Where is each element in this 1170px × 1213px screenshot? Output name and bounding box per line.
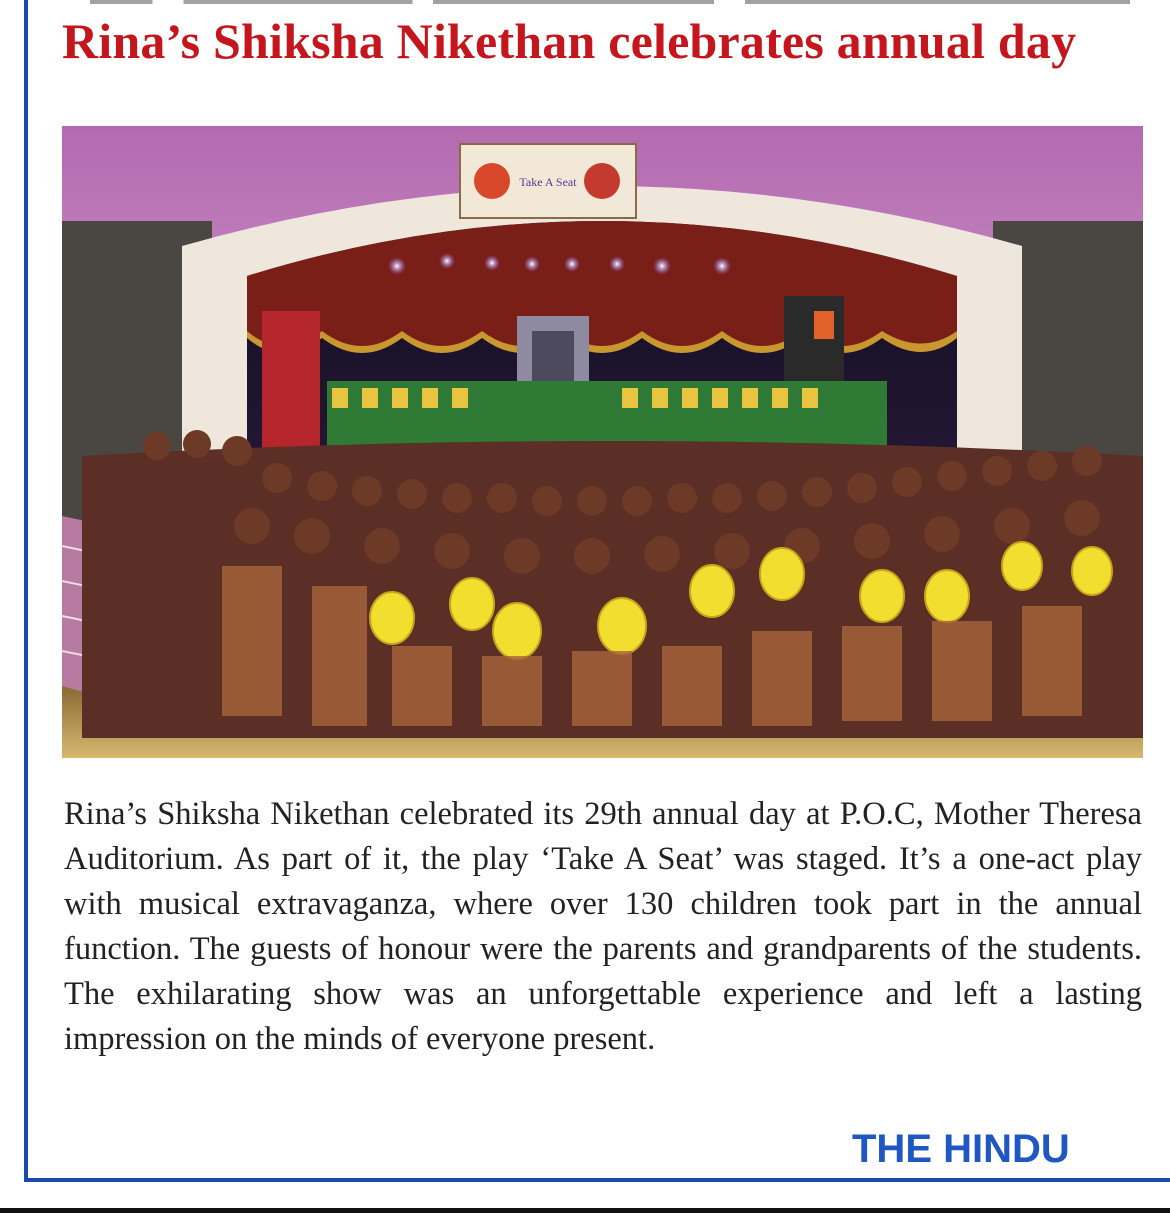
article-headline: Rina’s Shiksha Nikethan celebrates annual day — [62, 13, 1077, 69]
stage-photo-illustration — [62, 126, 1143, 758]
source-credit: THE HINDU — [852, 1127, 1070, 1171]
article-photo — [62, 126, 1143, 758]
banner-text: Take A Seat — [519, 175, 577, 189]
bottom-rule — [0, 1208, 1170, 1213]
article-body: Rina’s Shiksha Nikethan celebrated its 29th annual day at P.O.C, Mother Theresa Auditorium. As part of it, the play ‘Take A Seat’ was staged. It’s a one-act play with musical extravaganza, where over 130 children took part in the annual function. The guests of honour were the parents and grandparents of the students. The exhilarating show was an unforgettable experience and left a lasting impression on the minds of everyone present. — [64, 796, 1142, 1057]
